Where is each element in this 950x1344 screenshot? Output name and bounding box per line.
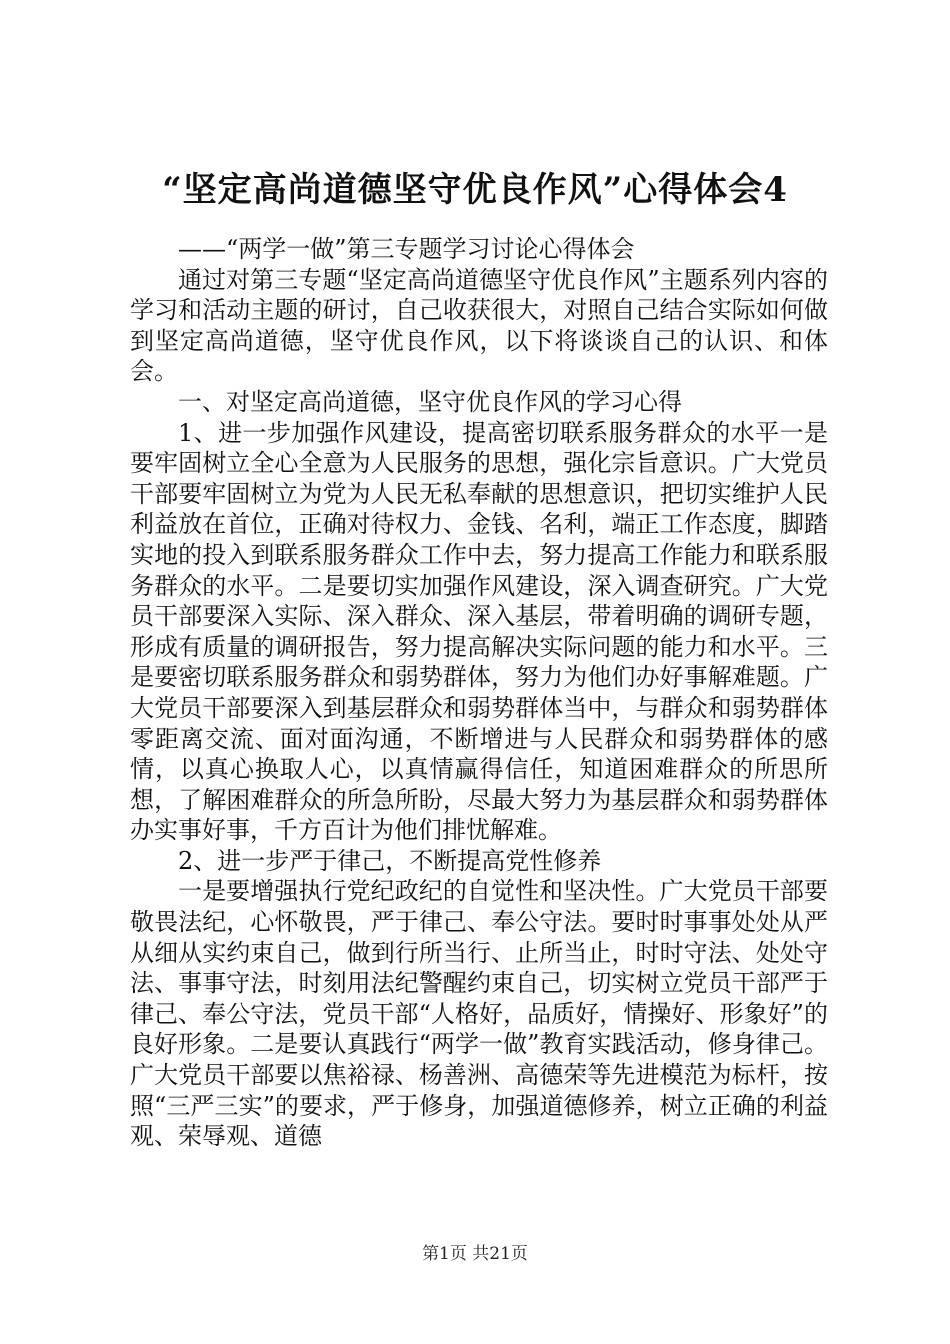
document-title: “坚定高尚道德坚守优良作风”心得体会4 [162,170,788,210]
paragraph-point-1: 1、进一步加强作风建设，提高密切联系服务群众的水平一是要牢固树立全心全意为人民服务的思想，强化宗旨意识。广大党员干部要牢固树立为党为人民无私奉献的思想意识，把切实维护人民利益放在首位，正确对待权力、金钱、名利，端正工作态度，脚踏实地的投入到联系服务群众工作中去，努力提高工作能力和联系服务群众的水平。二是要切实加强作风建设，深入调查研究。广大党员干部要深入实际、深入群众、深入基层，带着明确的调研专题，形成有质量的调研报告，努力提高解决实际问题的能力和水平。三是要密切联系服务群众和弱势群体，努力为他们办好事解难题。广大党员干部要深入到基层群众和弱势群体当中，与群众和弱势群体零距离交流、面对面沟通，不断增进与人民群众和弱势群体的感情，以真心换取人心，以真情赢得信任，知道困难群众的所思所想，了解困难群众的所急所盼，尽最大努力为基层群众和弱势群体办实事好事，千方百计为他们排忧解难。 [130,418,828,845]
paragraph-point-2: 一是要增强执行党纪政纪的自觉性和坚决性。广大党员干部要敬畏法纪，心怀敬畏，严于律己、奉公守法。要时时事事处处从严从细从实约束自己，做到行所当行、止所当止，时时守法、处处守法、事事守法，时刻用法纪警醒约束自己，切实树立党员干部严于律己、奉公守法，党员干部“人格好，品质好，情操好、形象好”的良好形象。二是要认真践行“两学一做”教育实践活动，修身律己。广大党员干部要以焦裕禄、杨善洲、高德荣等先进模范为标杆，按照“三严三实”的要求，严于修身，加强道德修养，树立正确的利益观、荣辱观、道德 [130,877,828,1151]
section-heading-1: 一、对坚定高尚道德，坚守优良作风的学习心得 [178,387,682,416]
section-heading-2: 2、进一步严于律己，不断提高党性修养 [178,846,602,875]
document-subtitle: ——“两学一做”第三专题学习讨论心得体会 [178,235,635,263]
page-number-footer: 第1页 共21页 [422,1244,528,1264]
document-body [130,234,828,1152]
paragraph-intro: 通过对第三专题“坚定高尚道德坚守优良作风”主题系列内容的学习和活动主题的研讨，自己收获很大，对照自己结合实际如何做到坚定高尚道德，坚守优良作风，以下将谈谈自己的认识、和体会。 [130,265,828,386]
